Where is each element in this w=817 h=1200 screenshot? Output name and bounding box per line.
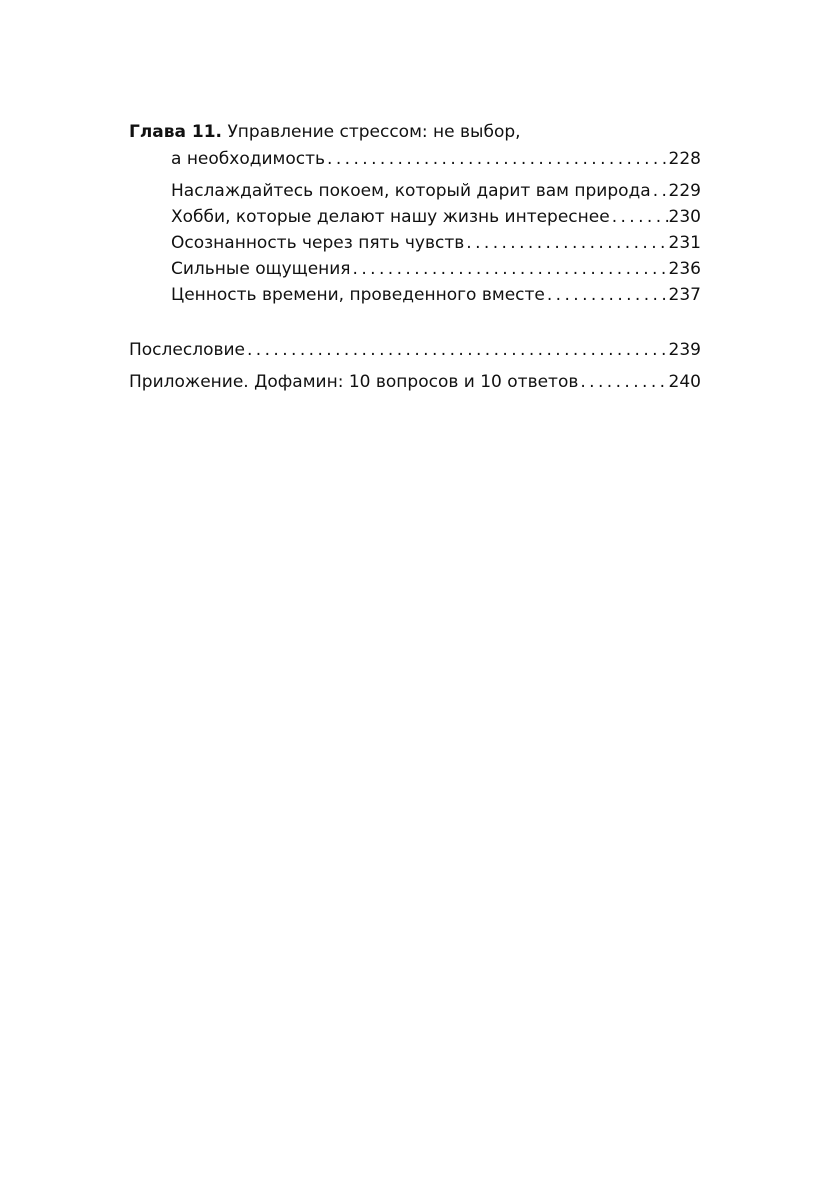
toc-entry-section[interactable] [129, 230, 701, 256]
dot-leader [464, 230, 668, 256]
dot-leader [245, 334, 669, 366]
toc-entry-section[interactable] [129, 282, 701, 308]
table-of-contents [129, 118, 701, 398]
section-title: Осознанность через пять чувств [171, 233, 465, 253]
chapter-heading [129, 118, 701, 146]
toc-entry-appendix[interactable] [129, 366, 701, 398]
entry-title: Приложение. Дофамин: 10 вопросов и 10 ответов [129, 372, 579, 392]
page-number: 231 [668, 233, 701, 253]
toc-entry-chapter[interactable] [129, 146, 701, 172]
toc-entry-section[interactable] [129, 178, 701, 204]
page-number: 230 [668, 207, 701, 227]
section-title: Сильные ощущения [171, 259, 351, 279]
toc-entry-section[interactable] [129, 256, 701, 282]
page-number: 236 [668, 259, 701, 279]
dot-leader [351, 256, 669, 282]
page-number: 240 [668, 372, 701, 392]
spacer [129, 308, 701, 334]
page-number: 239 [668, 340, 701, 360]
section-list [129, 178, 701, 308]
section-title: Ценность времени, проведенного вместе [171, 285, 545, 305]
entry-title: Послесловие [129, 340, 245, 360]
toc-entry-section[interactable] [129, 204, 701, 230]
top-level-list [129, 334, 701, 398]
chapter-title-line1: Управление стрессом: не выбор, [227, 122, 521, 142]
page-number: 229 [668, 181, 701, 201]
page-number: 237 [668, 285, 701, 305]
dot-leader [578, 366, 668, 398]
chapter-label: Глава 11. [129, 122, 223, 142]
page-number: 228 [668, 149, 701, 169]
dot-leader [610, 204, 669, 230]
section-title: Хобби, которые делают нашу жизнь интереснее [171, 207, 610, 227]
chapter-title-line2: а необходимость [171, 149, 326, 169]
dot-leader [651, 178, 669, 204]
section-title: Наслаждайтесь покоем, который дарит вам природа [171, 181, 651, 201]
dot-leader [545, 282, 669, 308]
toc-entry-afterword[interactable] [129, 334, 701, 366]
dot-leader [325, 146, 669, 172]
